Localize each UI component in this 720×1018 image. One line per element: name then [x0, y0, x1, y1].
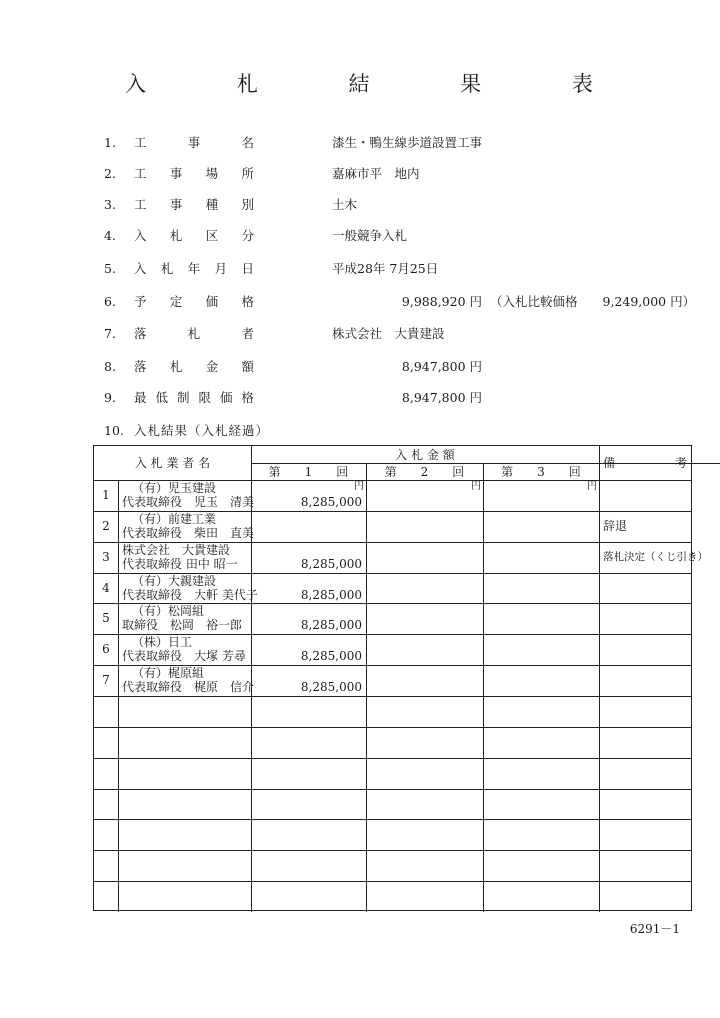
- bidder-company: （有）梶原組: [132, 666, 205, 681]
- item-value: 嘉麻市平 地内: [332, 166, 420, 181]
- info-row: [104, 226, 704, 246]
- info-row: [104, 259, 704, 279]
- item-number: 6.: [104, 294, 116, 309]
- row-number: 4: [102, 580, 110, 595]
- bid-results-table: [93, 445, 708, 911]
- item-label: [134, 259, 254, 279]
- row-number: 1: [102, 488, 110, 502]
- item-label: [134, 133, 254, 153]
- info-row: [104, 133, 704, 153]
- grid-line: [94, 727, 691, 728]
- label-char: 事: [169, 197, 183, 212]
- item-label: [134, 226, 254, 246]
- yen-unit-round2: 円: [471, 481, 481, 492]
- label-char: 額: [241, 359, 254, 374]
- label-char: 札: [160, 261, 174, 276]
- label-char: 金: [205, 359, 219, 374]
- bidder-representative: 代表取締役 梶原 信介: [122, 680, 255, 695]
- item-value: 漆生・鴨生線歩道設置工事: [332, 135, 483, 150]
- bidder-representative: 代表取締役 大軒 美代子: [122, 587, 258, 602]
- item-label: [134, 388, 254, 408]
- item-value: 平成28年 7月25日: [332, 261, 439, 276]
- header-round-3: 第 3 回: [501, 465, 581, 479]
- label-char: 価: [205, 294, 219, 309]
- label-char: 格: [241, 294, 254, 309]
- grid-line: [94, 819, 691, 820]
- item-amount: 8,947,800 円: [401, 359, 482, 374]
- info-row: [104, 164, 704, 184]
- round1-amount: 8,285,000: [300, 649, 362, 664]
- item-value: 土木: [332, 197, 358, 212]
- info-row: [104, 324, 704, 344]
- label-char: 事: [169, 166, 183, 181]
- bidder-company: （有）児玉建設: [132, 481, 217, 495]
- info-row: [104, 195, 704, 215]
- label-char: 種: [205, 197, 219, 212]
- grid-line: [94, 850, 691, 851]
- bidder-representative: 代表取締役 柴田 直美: [122, 525, 255, 540]
- label-char: 別: [241, 197, 254, 212]
- label-char: 区: [205, 228, 219, 243]
- label-char: 落: [134, 326, 147, 341]
- round1-amount: 8,285,000: [300, 618, 362, 633]
- page-title: 入 札 結 果 表: [125, 72, 635, 96]
- document-code: 6291－1: [629, 922, 680, 936]
- grid-line: [366, 463, 367, 912]
- label-char: 札: [187, 326, 201, 341]
- item-number: 5.: [104, 261, 116, 276]
- item-number: 10.: [104, 423, 124, 438]
- row-number: 6: [102, 642, 110, 657]
- item-label: [134, 357, 254, 377]
- label-char: 事: [187, 135, 201, 150]
- round1-amount: 8,285,000: [300, 587, 362, 602]
- yen-unit-round3: 円: [587, 481, 597, 492]
- item-note: （入札比較価格 9,249,000 円）: [490, 294, 696, 309]
- grid-line: [94, 696, 691, 697]
- label-char: 制: [176, 390, 190, 405]
- label-char: 低: [155, 390, 168, 405]
- grid-line: [599, 446, 600, 912]
- label-char: 工: [134, 166, 147, 181]
- header-bid-amount: 入 札 金 額: [395, 448, 455, 462]
- item-label: [134, 164, 254, 184]
- item-value: [332, 292, 695, 312]
- item-number: 9.: [104, 390, 116, 405]
- label-char: 所: [241, 166, 254, 181]
- bidder-representative: 取締役 松岡 裕一郎: [122, 618, 243, 633]
- label-char: 札: [169, 359, 183, 374]
- item-value: [332, 388, 482, 408]
- remarks-text: 辞退: [603, 518, 628, 533]
- header-round-2: 第 2 回: [384, 465, 465, 479]
- bidder-company: （有）松岡組: [132, 604, 205, 619]
- info-row: [104, 357, 704, 377]
- item-value: 株式会社 大貴建設: [332, 326, 445, 341]
- bidder-company: （株）日工: [132, 635, 193, 650]
- label-char: 落: [134, 359, 147, 374]
- header-round-1: 第 1 回: [268, 465, 349, 479]
- round1-amount: 8,285,000: [300, 680, 362, 695]
- label-char: 札: [169, 228, 183, 243]
- round1-amount: 8,285,000: [300, 556, 362, 571]
- label-char: 限: [198, 390, 211, 405]
- label-char: 価: [219, 390, 233, 405]
- info-row: [104, 388, 704, 408]
- remarks-text: 落札決定（くじ引き）: [603, 550, 708, 563]
- label-char: 分: [241, 228, 254, 243]
- item-value: [332, 357, 482, 377]
- bidder-company: （有）前建工業: [132, 511, 217, 526]
- label-char: 月: [214, 261, 228, 276]
- item-label: [134, 195, 254, 215]
- label-char: 場: [205, 166, 219, 181]
- round1-amount: 8,285,000: [300, 495, 362, 509]
- item-number: 7.: [104, 326, 116, 341]
- bidder-representative: 代表取締役 田中 昭一: [122, 556, 238, 571]
- item-number: 2.: [104, 166, 116, 181]
- label-char: 格: [241, 390, 254, 405]
- bidder-representative: 代表取締役 大塚 芳尋: [122, 649, 246, 664]
- label-char: 定: [169, 294, 183, 309]
- row-number: 3: [102, 549, 110, 564]
- item-value: 一般競争入札: [332, 228, 408, 243]
- grid-line: [483, 463, 484, 912]
- row-number: 2: [102, 518, 110, 533]
- bidder-representative: 代表取締役 児玉 清美: [122, 495, 255, 509]
- label-char: 日: [241, 261, 254, 276]
- item-label: [134, 324, 254, 344]
- item-amount: 8,947,800 円: [401, 390, 482, 405]
- item-number: 4.: [104, 228, 116, 243]
- header-remarks: 備 考: [603, 456, 688, 470]
- label-char: 入: [134, 228, 147, 243]
- label-char: 年: [187, 261, 201, 276]
- item-label: [134, 292, 254, 312]
- row-number: 5: [102, 611, 110, 626]
- info-row: [104, 421, 704, 441]
- info-row: [104, 292, 704, 312]
- row-number: 7: [102, 673, 110, 688]
- bidder-company: 株式会社 大貴建設: [122, 542, 231, 557]
- bidder-company: （有）大親建設: [132, 573, 217, 588]
- item-label: 入札結果（入札経過）: [134, 423, 270, 438]
- label-char: 者: [241, 326, 254, 341]
- yen-unit-round1: 円: [354, 481, 364, 492]
- grid-line: [94, 881, 691, 882]
- grid-line: [94, 758, 691, 759]
- label-char: 予: [134, 294, 147, 309]
- grid-line: [94, 789, 691, 790]
- grid-line: [251, 446, 252, 912]
- item-number: 8.: [104, 359, 116, 374]
- item-amount: 9,988,920 円: [401, 294, 482, 309]
- grid-line: [118, 480, 119, 912]
- header-bidder-name: 入 札 業 者 名: [134, 456, 211, 470]
- label-char: 工: [134, 197, 147, 212]
- label-char: 工: [134, 135, 147, 150]
- item-number: 3.: [104, 197, 116, 212]
- label-char: 入: [134, 261, 147, 276]
- label-char: 名: [241, 135, 254, 150]
- label-char: 最: [134, 390, 147, 405]
- item-number: 1.: [104, 135, 116, 150]
